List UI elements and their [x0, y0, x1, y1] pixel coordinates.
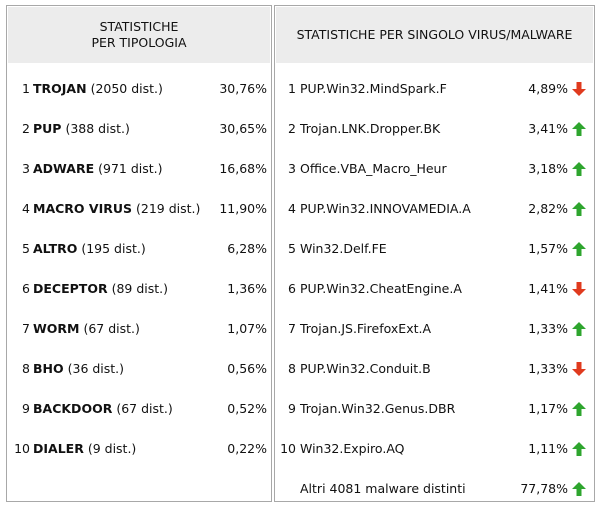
type-name: TROJAN	[33, 81, 87, 96]
type-label	[33, 361, 124, 377]
type-percentage: 1,07%	[227, 321, 267, 336]
type-label	[33, 241, 146, 257]
type-distinct-count: (2050 dist.)	[90, 81, 163, 96]
malware-name: PUP.Win32.MindSpark.F	[300, 81, 447, 96]
other-malware-label: Altri 4081 malware distinti	[300, 481, 466, 496]
type-rank: 5	[22, 241, 30, 256]
trend-down-icon	[572, 362, 586, 376]
malware-percentage: 1,11%	[528, 441, 568, 456]
type-row	[7, 81, 271, 121]
type-name: BHO	[33, 361, 64, 376]
malware-row	[275, 121, 594, 161]
malware-rank: 7	[288, 321, 296, 336]
type-row	[7, 281, 271, 321]
malware-percentage: 1,41%	[528, 281, 568, 296]
type-name: ALTRO	[33, 241, 78, 256]
trend-down-icon	[572, 282, 586, 296]
trend-up-icon	[572, 322, 586, 336]
malware-percentage: 1,57%	[528, 241, 568, 256]
type-name: BACKDOOR	[33, 401, 113, 416]
type-distinct-count: (67 dist.)	[83, 321, 140, 336]
trend-up-icon	[572, 162, 586, 176]
malware-rank: 5	[288, 241, 296, 256]
malware-name: Trojan.JS.FirefoxExt.A	[300, 321, 432, 336]
malware-percentage: 3,41%	[528, 121, 568, 136]
type-percentage: 11,90%	[219, 201, 267, 216]
malware-row	[275, 241, 594, 281]
type-rank: 9	[22, 401, 30, 416]
type-percentage: 6,28%	[227, 241, 267, 256]
malware-percentage: 1,33%	[528, 361, 568, 376]
malware-name: Win32.Delf.FE	[300, 241, 387, 256]
type-name: ADWARE	[33, 161, 95, 176]
type-row	[7, 401, 271, 441]
malware-rank: 3	[288, 161, 296, 176]
type-stats-header	[8, 7, 270, 63]
malware-name: Office.VBA_Macro_Heur	[300, 161, 447, 176]
type-rank: 3	[22, 161, 30, 176]
type-label	[33, 321, 140, 337]
trend-down-icon	[572, 82, 586, 96]
type-label	[33, 121, 130, 137]
type-rank: 1	[22, 81, 30, 96]
malware-stats-header	[276, 7, 593, 63]
malware-row	[275, 161, 594, 201]
malware-percentage: 1,17%	[528, 401, 568, 416]
malware-rank: 9	[288, 401, 296, 416]
malware-stats-panel	[274, 5, 595, 502]
other-malware-percentage: 77,78%	[520, 481, 568, 496]
type-distinct-count: (89 dist.)	[111, 281, 168, 296]
type-name: WORM	[33, 321, 80, 336]
trend-up-icon	[572, 442, 586, 456]
type-percentage: 16,68%	[219, 161, 267, 176]
type-distinct-count: (67 dist.)	[116, 401, 173, 416]
trend-up-icon	[572, 242, 586, 256]
type-stats-header-line2: PER TIPOLOGIA	[91, 35, 187, 50]
type-label	[33, 281, 168, 297]
type-row	[7, 121, 271, 161]
malware-row	[275, 281, 594, 321]
malware-percentage: 4,89%	[528, 81, 568, 96]
type-distinct-count: (388 dist.)	[65, 121, 130, 136]
type-percentage: 30,65%	[219, 121, 267, 136]
type-row	[7, 201, 271, 241]
type-percentage: 0,52%	[227, 401, 267, 416]
other-malware-row	[275, 481, 594, 521]
type-stats-list	[7, 81, 271, 481]
malware-row	[275, 81, 594, 121]
type-name: MACRO VIRUS	[33, 201, 132, 216]
type-stats-header-line1: STATISTICHE	[99, 19, 179, 34]
type-rank: 4	[22, 201, 30, 216]
type-name: PUP	[33, 121, 62, 136]
type-row	[7, 241, 271, 281]
malware-name: PUP.Win32.Conduit.B	[300, 361, 431, 376]
malware-rank: 1	[288, 81, 296, 96]
type-rank: 7	[22, 321, 30, 336]
malware-rank: 6	[288, 281, 296, 296]
trend-up-icon	[572, 122, 586, 136]
trend-up-icon	[572, 402, 586, 416]
trend-up-icon	[572, 482, 586, 496]
type-row	[7, 321, 271, 361]
type-stats-panel	[6, 5, 272, 502]
type-rank: 2	[22, 121, 30, 136]
type-label	[33, 201, 200, 217]
malware-percentage: 1,33%	[528, 321, 568, 336]
type-label	[33, 161, 163, 177]
malware-name: PUP.Win32.INNOVAMEDIA.A	[300, 201, 471, 216]
malware-rank: 2	[288, 121, 296, 136]
malware-name: PUP.Win32.CheatEngine.A	[300, 281, 462, 296]
malware-percentage: 2,82%	[528, 201, 568, 216]
type-rank: 6	[22, 281, 30, 296]
malware-percentage: 3,18%	[528, 161, 568, 176]
type-name: DECEPTOR	[33, 281, 108, 296]
type-label	[33, 401, 173, 417]
type-percentage: 30,76%	[219, 81, 267, 96]
type-label	[33, 441, 136, 457]
malware-name: Trojan.LNK.Dropper.BK	[300, 121, 441, 136]
type-rank: 8	[22, 361, 30, 376]
type-distinct-count: (36 dist.)	[67, 361, 125, 376]
type-row	[7, 441, 271, 481]
malware-row	[275, 321, 594, 361]
type-distinct-count: (219 dist.)	[135, 201, 201, 216]
type-distinct-count: (195 dist.)	[81, 241, 146, 256]
malware-row	[275, 361, 594, 401]
malware-stats-list	[275, 81, 594, 521]
type-percentage: 0,22%	[227, 441, 267, 456]
malware-rank: 10	[280, 441, 296, 456]
malware-rank: 8	[288, 361, 296, 376]
type-percentage: 0,56%	[227, 361, 267, 376]
malware-stats-header-title: STATISTICHE PER SINGOLO VIRUS/MALWARE	[296, 27, 573, 42]
malware-row	[275, 201, 594, 241]
type-distinct-count: (971 dist.)	[98, 161, 163, 176]
type-label	[33, 81, 163, 97]
malware-row	[275, 441, 594, 481]
type-rank: 10	[14, 441, 30, 456]
type-percentage: 1,36%	[227, 281, 267, 296]
malware-name: Win32.Expiro.AQ	[300, 441, 405, 456]
malware-name: Trojan.Win32.Genus.DBR	[300, 401, 456, 416]
trend-up-icon	[572, 202, 586, 216]
type-name: DIALER	[33, 441, 84, 456]
type-row	[7, 361, 271, 401]
type-distinct-count: (9 dist.)	[87, 441, 137, 456]
malware-row	[275, 401, 594, 441]
type-row	[7, 161, 271, 201]
malware-rank: 4	[288, 201, 296, 216]
